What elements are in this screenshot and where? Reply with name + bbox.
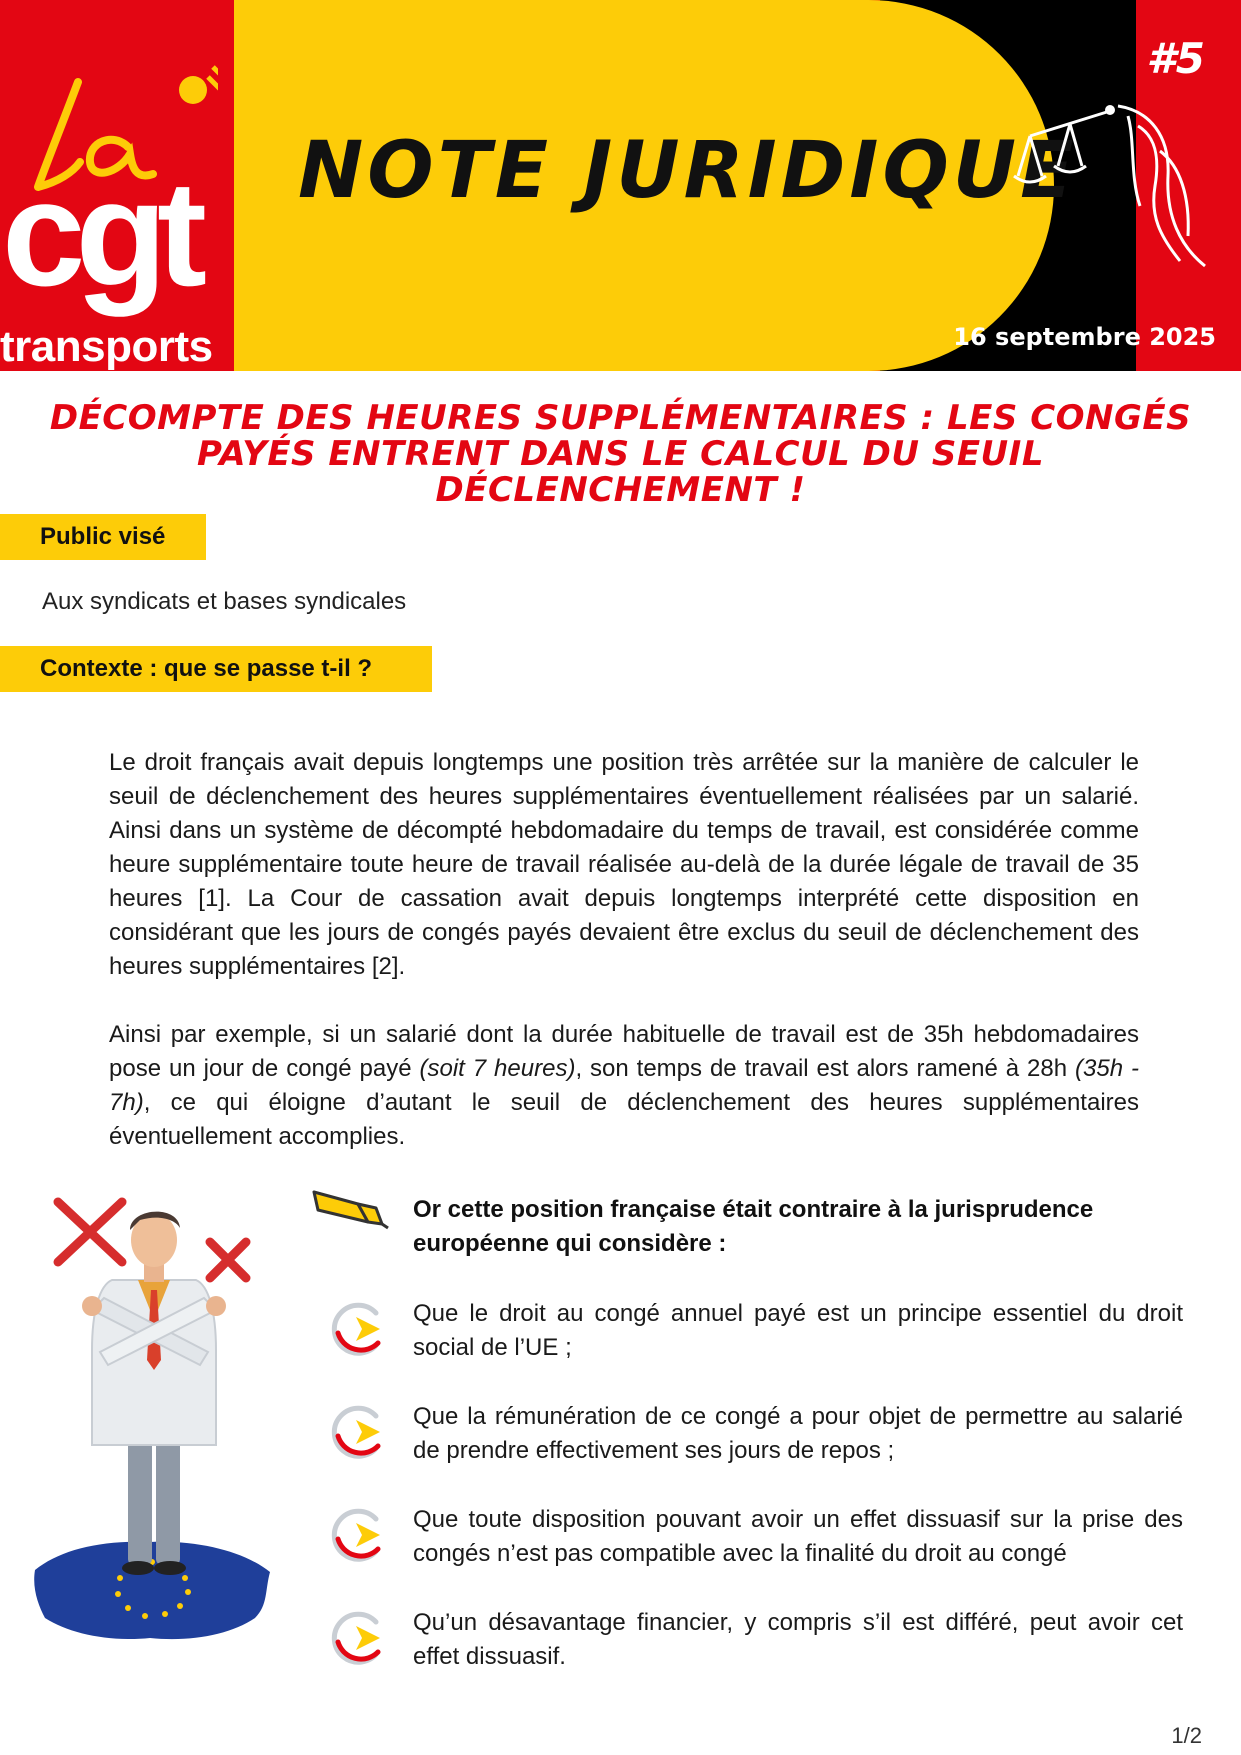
- arrow-circle-bullet-icon: [330, 1402, 390, 1462]
- main-headline: DÉCOMPTE DES HEURES SUPPLÉMENTAIRES : LES CONGÉS PAYÉS ENTRENT DANS LE CALCUL DU SEUIL DÉCLENCHEMENT !: [49, 398, 1192, 510]
- example-text-a: Ainsi par exemple, si un salarié dont la durée habituelle de travail est de 35h hebdomadaires pose un jour de congé payé: [109, 1021, 1139, 1082]
- list-item: [330, 1606, 1183, 1674]
- arrow-circle-bullet-icon: [330, 1505, 390, 1565]
- list-item: [330, 1297, 1183, 1365]
- arrow-circle-bullet-icon: [330, 1608, 390, 1668]
- refusal-figure-illustration: [30, 1190, 275, 1690]
- context-paragraph-1: Le droit français avait depuis longtemps une position très arrêtée sur la manière de calculer le seuil de déclenchement des heures supplémentaires éventuellement réalisées par un salarié. Ainsi dans un système de décompté hebdomadaire du temps de travail, est considérée comme heure supplémentaire toute heure de travail réalisée au-delà de la durée légale de travail de 35 heures [1]. La Cour de cassation avait depuis longtemps interprété cette disposition en considérant que les jours de congés payés devaient être exclus du seuil de déclenchement des heures supplémentaires [2].: [109, 749, 1139, 980]
- example-text-d: (35h - 7h): [109, 1055, 1139, 1116]
- justice-scales-icon: [1010, 96, 1210, 271]
- cgt-logo-subtitle: transports: [0, 322, 213, 371]
- header-banner: [0, 0, 1241, 371]
- highlighter-marker-icon: [310, 1180, 390, 1232]
- principle-text: Que la rémunération de ce congé a pour objet de permettre au salarié de prendre effectivement ses jours de repos ;: [413, 1403, 1183, 1464]
- example-text-b: (soit 7 heures): [419, 1055, 576, 1082]
- publication-date: 16 septembre 2025: [953, 323, 1216, 351]
- arrow-circle-bullet-icon: [330, 1299, 390, 1359]
- section-label-public: Public visé: [0, 514, 206, 560]
- principle-text: Que le droit au congé annuel payé est un principe essentiel du droit social de l’UE ;: [413, 1300, 1183, 1361]
- audience-text: Aux syndicats et bases syndicales: [42, 588, 407, 615]
- list-item: [330, 1503, 1183, 1571]
- eu-flag-icon: [34, 1542, 270, 1639]
- page-number: 1/2: [1171, 1723, 1202, 1748]
- issue-number: #5: [1146, 34, 1205, 83]
- person-figure: [82, 1212, 226, 1575]
- example-text-e: , ce qui éloigne d’autant le seuil de déclenchement des heures supplémentaires éventuellement accomplies.: [109, 1089, 1139, 1150]
- principle-text: Que toute disposition pouvant avoir un effet dissuasif sur la prise des congés n’est pas compatible avec la finalité du droit au congé: [413, 1506, 1183, 1567]
- example-text-c: , son temps de travail est alors ramené à 28h: [575, 1055, 1076, 1082]
- european-principles-list: [330, 1297, 1183, 1709]
- list-item: [330, 1400, 1183, 1468]
- principle-text: Qu’un désavantage financier, y compris s’il est différé, peut avoir cet effet dissuasif.: [413, 1609, 1183, 1670]
- european-law-intro: Or cette position française était contraire à la jurisprudence européenne qui considère :: [413, 1196, 1094, 1257]
- context-paragraph-2: [109, 1018, 1139, 1154]
- section-label-context: Contexte : que se passe t-il ?: [0, 646, 432, 692]
- cgt-logo-text: cgt: [2, 149, 197, 317]
- document-type-title: NOTE JURIDIQUE: [298, 126, 1078, 216]
